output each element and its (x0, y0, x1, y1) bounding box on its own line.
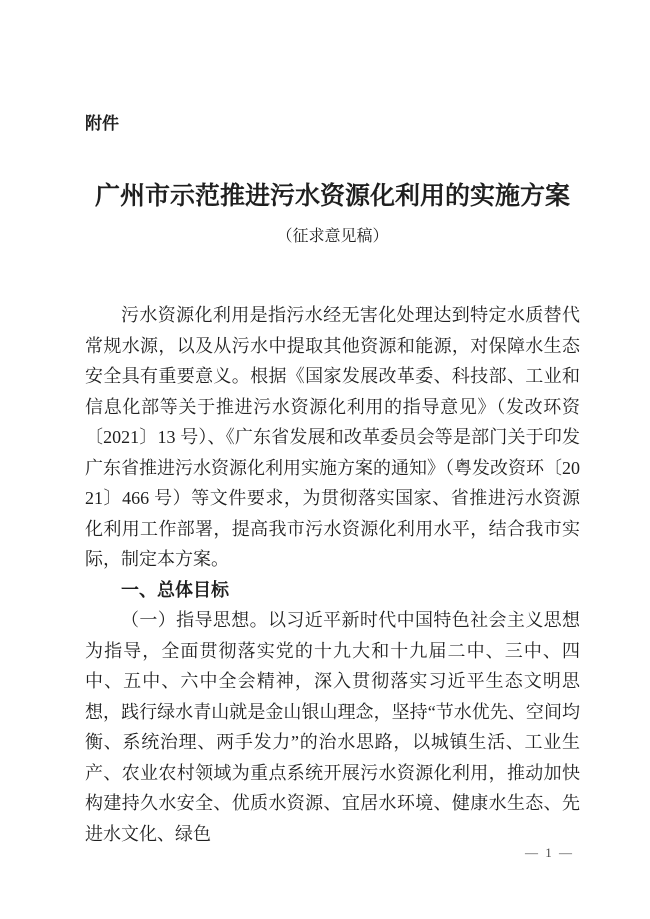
intro-paragraph: 污水资源化利用是指污水经无害化处理达到特定水质替代常规水源，以及从污水中提取其他资源和能源，对保障水生态安全具有重要意义。根据《国家发展改革委、科技部、工业和信息化部等关于推进污水资源化利用的指导意见》（发改环资〔2021〕13 号）、《广东省发展和改革委员会等是部门关于印发广东省推进污水资源化利用实施方案的通知》（粤发改资环〔2021〕466 号）等文件要求，为贯彻落实国家、省推进污水资源化利用工作部署，提高我市污水资源化利用水平，结合我市实际，制定本方案。 (85, 305, 580, 569)
paragraph-lead-label: （一）指导思想。 (121, 610, 268, 630)
document-subtitle: （征求意见稿） (276, 228, 389, 245)
attachment-label: 附件 (85, 114, 119, 133)
section-heading-overall-goals: 一、总体目标 (121, 579, 229, 600)
page-number: — 1 — (525, 845, 574, 860)
paragraph-body-text: 以习近平新时代中国特色社会主义思想为指导，全面贯彻落实党的十九大和十九届二中、三中、四中、五中、六中全会精神，深入贯彻落实习近平生态文明思想，践行绿水青山就是金山银山理念，坚持“节水优先、空间均衡、系统治理、两手发力”的治水思路，以城镇生活、工业生产、农业农村领域为重点系统开展污水资源化利用，推动加快构建持久水安全、优质水资源、宜居水环境、健康水生态、先进水文化、绿色 (85, 610, 580, 844)
document-title: 广州市示范推进污水资源化利用的实施方案 (94, 183, 570, 210)
guiding-ideology-paragraph (85, 605, 580, 849)
